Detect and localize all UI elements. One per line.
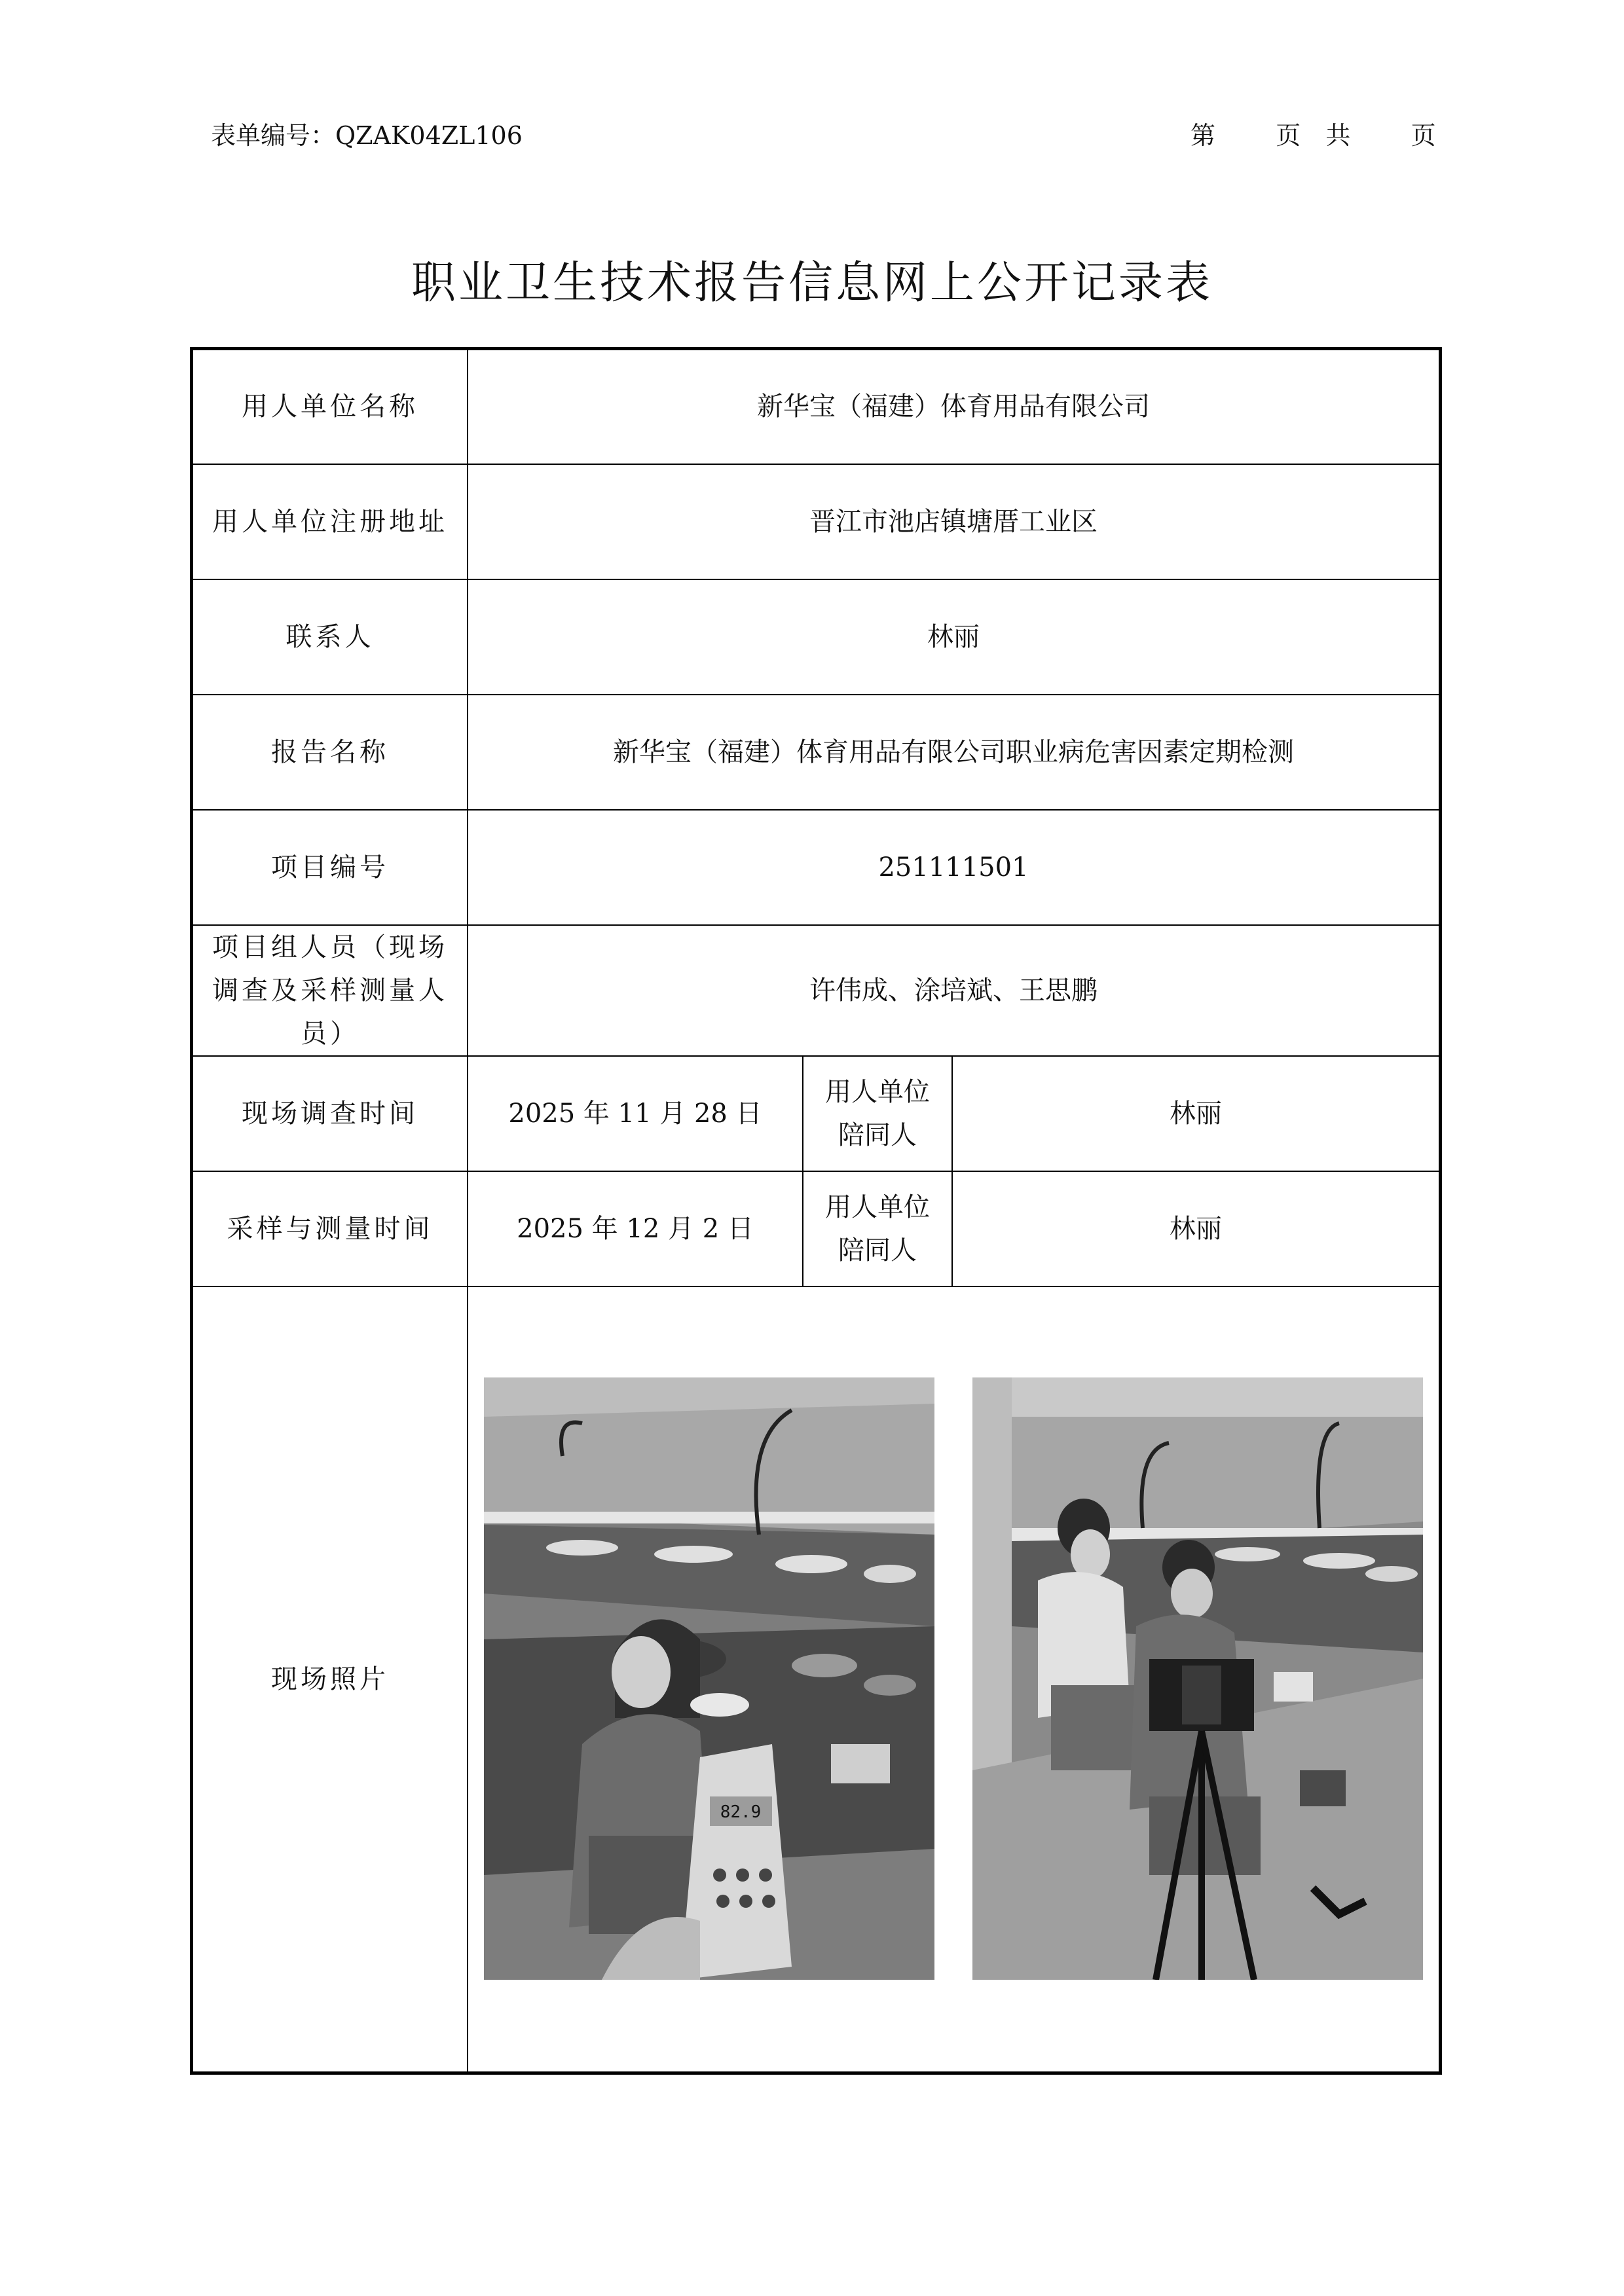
row-sampling-time [192,1171,1441,1286]
sampling-time-value: 2025 年 12 月 2 日 [468,1171,803,1286]
page-indicator [1190,115,1436,151]
row-report-name [192,695,1441,810]
page-word-di: 第 [1190,121,1216,150]
row-address [192,464,1441,579]
survey-time-value: 2025 年 11 月 28 日 [468,1056,803,1171]
employer-name-value: 新华宝（福建）体育用品有限公司 [468,349,1441,464]
report-name-value: 新华宝（福建）体育用品有限公司职业病危害因素定期检测 [468,695,1441,810]
employer-name-label: 用人单位名称 [192,349,468,464]
project-number-label: 项目编号 [192,810,468,925]
photos-label: 现场照片 [192,1286,468,2073]
row-project-number [192,810,1441,925]
form-number: 表单编号：QZAK04ZL106 [211,121,523,150]
survey-time-label: 现场调查时间 [192,1056,468,1171]
sampling-escort-label: 用人单位陪同人 [803,1171,952,1286]
row-employer-name [192,349,1441,464]
row-survey-time [192,1056,1441,1171]
team-value: 许伟成、涂培斌、王思鹏 [468,925,1441,1056]
row-photos [192,1286,1441,2073]
row-team [192,925,1441,1056]
page-word-ye: 页 [1276,121,1301,150]
sampling-time-label: 采样与测量时间 [192,1171,468,1286]
survey-escort-value: 林丽 [952,1056,1441,1171]
site-photo-2 [972,1377,1423,1980]
contact-value: 林丽 [468,579,1441,695]
site-photo-1 [484,1377,934,1980]
survey-escort-label: 用人单位陪同人 [803,1056,952,1171]
team-label: 项目组人员（现场调查及采样测量人员） [192,925,468,1056]
project-number-value: 251111501 [468,810,1441,925]
record-table [190,347,1442,2075]
sampling-escort-value: 林丽 [952,1171,1441,1286]
address-value: 晋江市池店镇塘厝工业区 [468,464,1441,579]
meter-reading: 82.9 [720,1802,762,1822]
page-title: 职业卫生技术报告信息网上公开记录表 [411,257,1213,309]
row-contact [192,579,1441,695]
page-word-gong: 共 [1325,121,1351,150]
address-label: 用人单位注册地址 [192,464,468,579]
photos-cell [468,1286,1441,2073]
page-word-ye-2: 页 [1411,121,1436,150]
report-name-label: 报告名称 [192,695,468,810]
contact-label: 联系人 [192,579,468,695]
